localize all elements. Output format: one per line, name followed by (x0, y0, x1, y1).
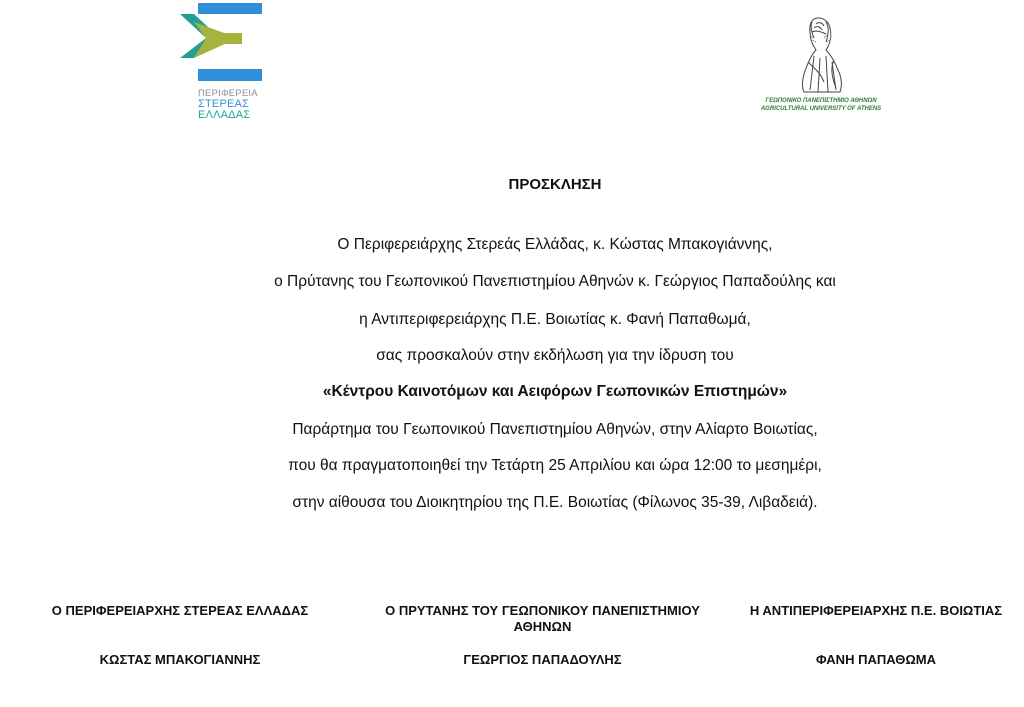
invitation-title: ΠΡΟΣΚΛΗΣΗ (508, 176, 602, 193)
region-logo-line2: ΣΤΕΡΕΑΣ (198, 98, 250, 110)
region-logo (176, 2, 266, 122)
region-logo-line3: ΕΛΛΑΔΑΣ (198, 109, 251, 121)
classical-bust-icon (760, 12, 882, 96)
university-logo (760, 12, 882, 122)
sigma-emblem-icon (176, 2, 266, 84)
signature-role-deputy-governor: Η ΑΝΤΙΠΕΡΙΦΕΡΕΙΑΡΧΗΣ Π.Ε. ΒΟΙΩΤΙΑΣ (749, 603, 1003, 618)
invitation-line-3: η Αντιπεριφερειάρχης Π.Ε. Βοιωτίας κ. Φανή Παπαθωμά, (359, 311, 751, 328)
region-logo-line1: ΠΕΡΙΦΕΡΕΙΑ (198, 88, 258, 99)
invitation-event-name: «Κέντρου Καινοτόμων και Αειφόρων Γεωπονικών Επιστημών» (322, 383, 788, 400)
university-name-greek: ΓΕΩΠΟΝΙΚΟ ΠΑΝΕΠΙΣΤΗΜΙΟ ΑΘΗΝΩΝ (765, 98, 877, 104)
signature-name-governor: ΚΩΣΤΑΣ ΜΠΑΚΟΓΙΑΝΝΗΣ (99, 652, 261, 667)
signature-role-rector: Ο ΠΡΥΤΑΝΗΣ ΤΟΥ ΓΕΩΠΟΝΙΚΟΥ ΠΑΝΕΠΙΣΤΗΜΙΟΥ ΑΘΗΝΩΝ (385, 603, 700, 634)
invitation-line-2: ο Πρύτανης του Γεωπονικού Πανεπιστημίου Αθηνών κ. Γεώργιος Παπαδούλης και (274, 273, 836, 290)
university-logo-caption (760, 98, 882, 113)
signature-name-rector: ΓΕΩΡΓΙΟΣ ΠΑΠΑΔΟΥΛΗΣ (463, 652, 622, 667)
invitation-line-8: στην αίθουσα του Διοικητηρίου της Π.Ε. Βοιωτίας (Φίλωνος 35-39, Λιβαδειά). (292, 494, 818, 511)
invitation-line-4: σας προσκαλούν στην εκδήλωση για την ίδρυση του (376, 347, 734, 364)
signature-role-governor: Ο ΠΕΡΙΦΕΡΕΙΑΡΧΗΣ ΣΤΕΡΕΑΣ ΕΛΛΑΔΑΣ (51, 603, 309, 618)
invitation-line-6: Παράρτημα του Γεωπονικού Πανεπιστημίου Αθηνών, στην Αλίαρτο Βοιωτίας, (292, 421, 818, 438)
signature-name-deputy-governor: ΦΑΝΗ ΠΑΠΑΘΩΜΑ (815, 652, 937, 667)
university-name-english: AGRICULTURAL UNIVERSITY OF ATHENS (760, 105, 882, 112)
invitation-line-7: που θα πραγματοποιηθεί την Τετάρτη 25 Απριλίου και ώρα 12:00 το μεσημέρι, (288, 457, 822, 474)
invitation-line-1: Ο Περιφερειάρχης Στερεάς Ελλάδας, κ. Κώστας Μπακογιάννης, (337, 236, 773, 253)
